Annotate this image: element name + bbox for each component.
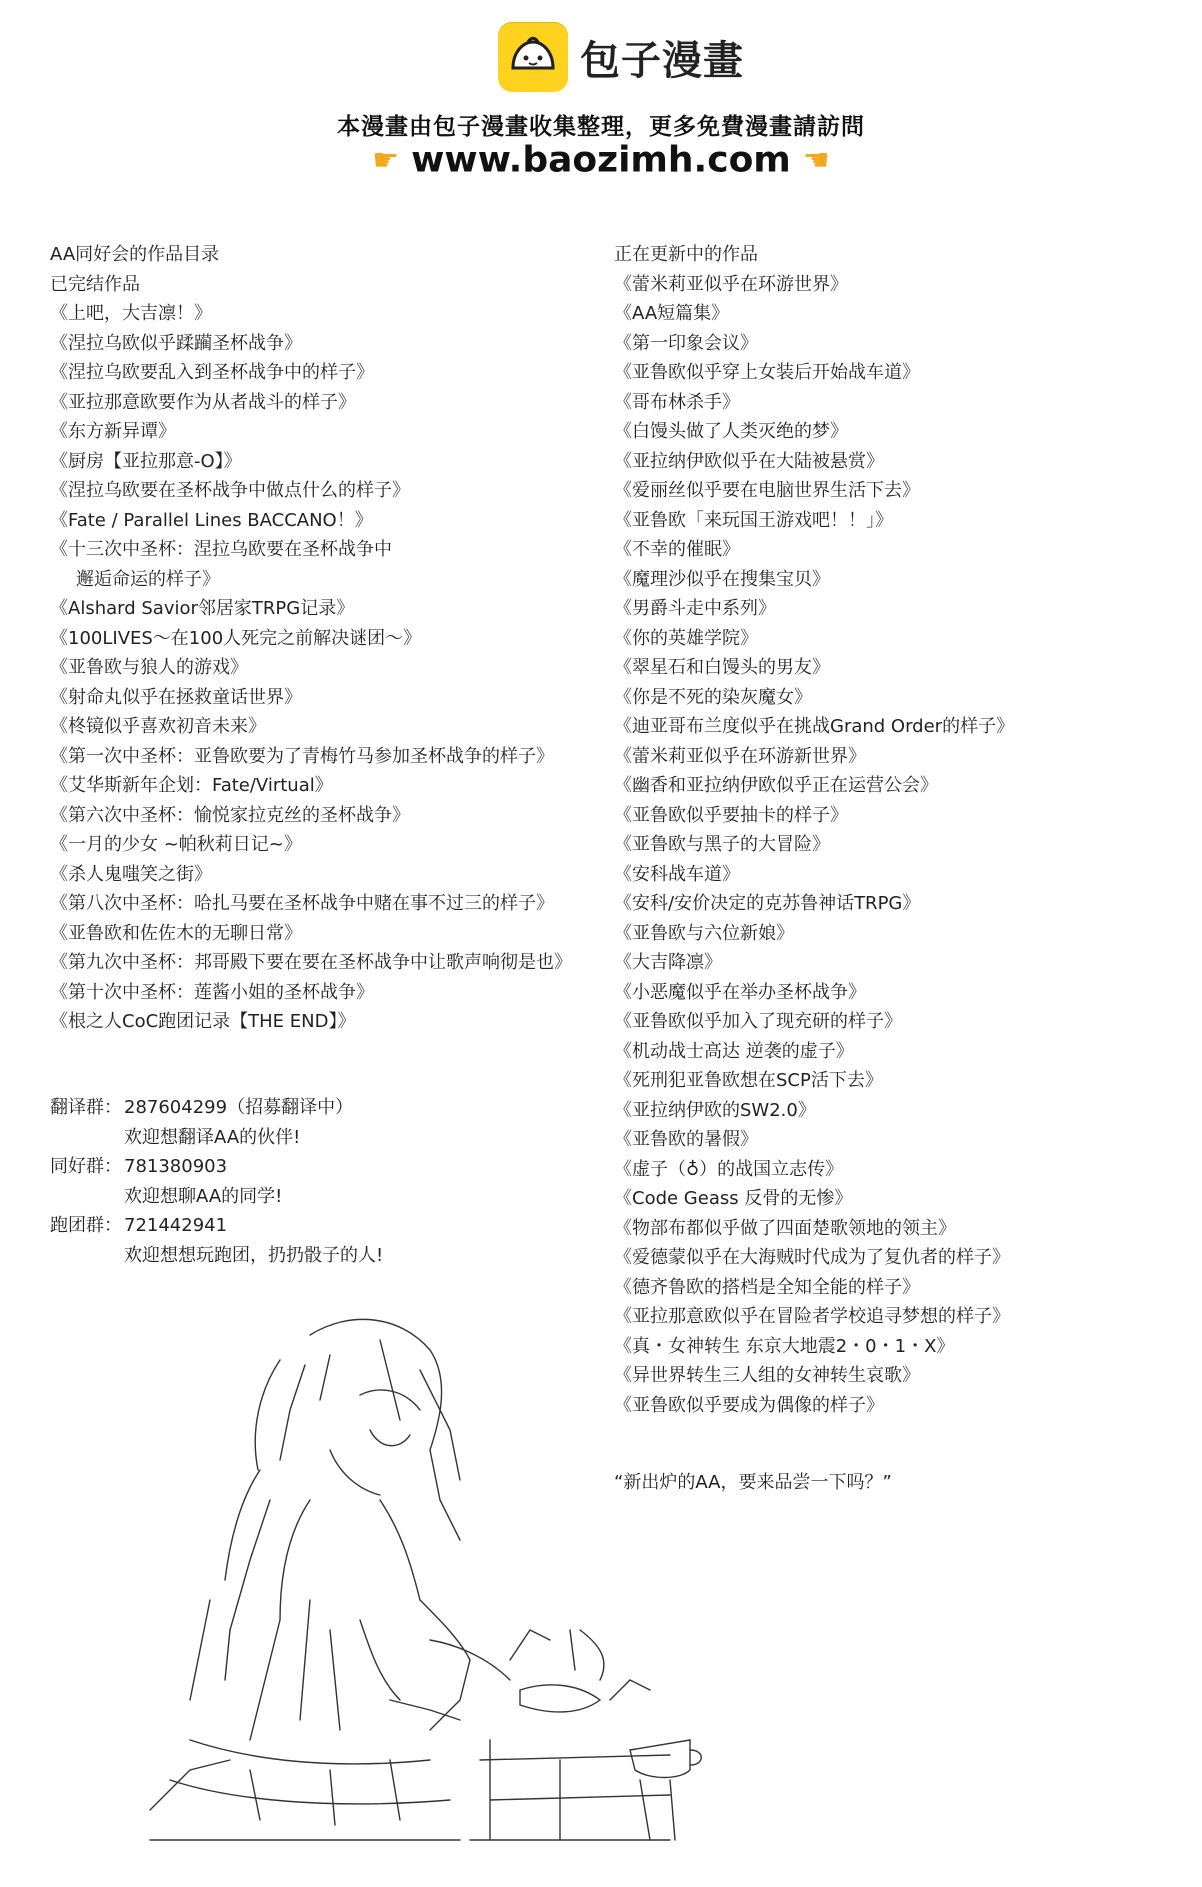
catalog-title: AA同好会的作品目录	[50, 244, 220, 265]
list-item: 《东方新异谭》	[50, 421, 176, 442]
list-item: 《魔理沙似乎在搜集宝贝》	[614, 568, 830, 590]
group-contacts	[50, 1093, 383, 1270]
list-item: 《第八次中圣杯：哈扎马要在圣杯战争中赌在事不过三的样子》	[50, 893, 554, 914]
list-item: 《亚鲁欧与六位新娘》	[614, 922, 794, 944]
group-number: 287604299（招募翻译中）	[124, 1097, 354, 1118]
list-item: 《上吧，大吉凛！》	[50, 303, 212, 324]
list-item: 《幽香和亚拉纳伊欧似乎正在运营公会》	[614, 775, 938, 796]
list-item: 《厨房【亚拉那意-O】》	[50, 450, 242, 472]
list-item: 《柊镜似乎喜欢初音未来》	[50, 716, 266, 737]
logo[interactable]	[498, 22, 744, 92]
site-tagline: 本漫畫由包子漫畫收集整理，更多免費漫畫請訪問	[337, 114, 865, 140]
group-number: 721442941	[124, 1215, 228, 1236]
site-url-link[interactable]: www.baozimh.com	[411, 139, 791, 181]
aa-character-illustration	[130, 1300, 790, 1860]
fan-group-row	[50, 1152, 383, 1182]
pointing-left-hand-icon: ☚	[802, 142, 830, 178]
list-item: 《物部布都似乎做了四面楚歌领地的领主》	[614, 1217, 956, 1239]
ongoing-title: 正在更新中的作品	[614, 244, 758, 265]
list-item: 《不幸的催眠》	[614, 539, 740, 560]
list-item: 《异世界转生三人组的女神转生哀歌》	[614, 1365, 920, 1386]
list-item: 《射命丸似乎在拯救童话世界》	[50, 686, 302, 708]
group-description: 欢迎想翻译AA的伙伴!	[124, 1126, 301, 1148]
list-item: 《涅拉乌欧要在圣杯战争中做点什么的样子》	[50, 480, 410, 501]
group-label: 同好群：	[50, 1156, 122, 1177]
ongoing-works-list	[614, 240, 1174, 1420]
list-item: 《Fate / Parallel Lines BACCANO！》	[50, 509, 373, 531]
site-header	[0, 0, 1202, 215]
list-item: 《蕾米莉亚似乎在环游新世界》	[614, 745, 866, 767]
group-label: 翻译群：	[50, 1097, 122, 1118]
list-item: 《死刑犯亚鲁欧想在SCP活下去》	[614, 1070, 883, 1091]
list-item: 《根之人CoC跑团记录【THE END】》	[50, 1011, 356, 1032]
list-item: 《蕾米莉亚似乎在环游世界》	[614, 273, 848, 295]
list-item: 《亚鲁欧似乎要成为偶像的样子》	[614, 1394, 884, 1416]
list-item: 《第九次中圣杯：邦哥殿下要在要在圣杯战争中让歌声响彻是也》	[50, 952, 572, 973]
list-item: 《男爵斗走中系列》	[614, 598, 776, 619]
list-item: 《Alshard Savior邻居家TRPG记录》	[50, 598, 355, 619]
list-item: 《德齐鲁欧的搭档是全知全能的样子》	[614, 1276, 920, 1298]
list-item: 《真・女神转生 东京大地震2・0・1・X》	[614, 1335, 955, 1357]
list-item: 《杀人鬼嗤笑之街》	[50, 863, 212, 885]
list-item: 《亚拉纳伊欧似乎在大陆被悬赏》	[614, 450, 884, 472]
list-item: 《涅拉乌欧要乱入到圣杯战争中的样子》	[50, 362, 374, 383]
list-item: 《虚子（♁）的战国立志传》	[614, 1158, 844, 1180]
list-item: 《安科战车道》	[614, 863, 740, 885]
list-item: 《亚鲁欧似乎加入了现充研的样子》	[614, 1011, 902, 1032]
list-item: 《亚鲁欧和佐佐木的无聊日常》	[50, 922, 302, 944]
list-item: 《艾华斯新年企划：Fate/Virtual》	[50, 775, 333, 796]
list-item-continued: 邂逅命运的样子》	[76, 568, 220, 590]
list-item: 《第一次中圣杯：亚鲁欧要为了青梅竹马参加圣杯战争的样子》	[50, 745, 554, 767]
list-item: 《亚鲁欧似乎要抽卡的样子》	[614, 804, 848, 826]
list-item: 《第六次中圣杯：愉悦家拉克丝的圣杯战争》	[50, 804, 410, 826]
list-item: 《你是不死的染灰魔女》	[614, 686, 812, 708]
list-item: 《亚拉那意欧似乎在冒险者学校追寻梦想的样子》	[614, 1306, 1010, 1327]
list-item: 《AA短篇集》	[614, 303, 730, 324]
list-item: 《第十次中圣杯：莲酱小姐的圣杯战争》	[50, 981, 374, 1003]
list-item: 《哥布林杀手》	[614, 391, 740, 413]
list-item: 《爱德蒙似乎在大海贼时代成为了复仇者的样子》	[614, 1247, 1010, 1268]
completed-works-list	[50, 240, 610, 1037]
list-item: 《一月的少女 ~帕秋莉日记~》	[50, 834, 302, 855]
completed-subtitle: 已完结作品	[50, 273, 140, 295]
logo-text: 包子漫畫	[580, 37, 744, 84]
baozi-icon	[498, 22, 568, 92]
list-item: 《迪亚哥布兰度似乎在挑战Grand Order的样子》	[614, 716, 1015, 737]
list-item: 《亚拉纳伊欧的SW2.0》	[614, 1099, 816, 1121]
list-item: 《机动战士高达 逆袭的虚子》	[614, 1040, 854, 1062]
list-item: 《十三次中圣杯：涅拉乌欧要在圣杯战争中	[50, 539, 392, 560]
list-item: 《亚鲁欧与狼人的游戏》	[50, 657, 248, 678]
group-description: 欢迎想想玩跑团，扔扔骰子的人!	[124, 1244, 384, 1266]
list-item: 《100LIVES～在100人死完之前解决谜团～》	[50, 627, 422, 649]
list-item: 《亚鲁欧似乎穿上女装后开始战车道》	[614, 362, 920, 383]
list-item: 《翠星石和白馒头的男友》	[614, 657, 830, 678]
group-label: 跑团群：	[50, 1215, 122, 1236]
list-item: 《亚鲁欧「来玩国王游戏吧！！」》	[614, 509, 893, 531]
aa-invitation-quote: “新出炉的AA，要来品尝一下吗？”	[614, 1472, 892, 1493]
list-item: 《Code Geass 反骨的无惨》	[614, 1188, 853, 1209]
translation-group-row	[50, 1093, 383, 1123]
list-item: 《安科/安价决定的克苏鲁神话TRPG》	[614, 893, 921, 914]
group-description: 欢迎想聊AA的同学!	[124, 1185, 283, 1207]
list-item: 《亚鲁欧的暑假》	[614, 1129, 758, 1150]
list-item: 《涅拉乌欧似乎蹂躏圣杯战争》	[50, 332, 302, 354]
list-item: 《小恶魔似乎在举办圣杯战争》	[614, 981, 866, 1003]
group-number: 781380903	[124, 1156, 228, 1177]
list-item: 《你的英雄学院》	[614, 627, 758, 649]
list-item: 《白馒头做了人类灭绝的梦》	[614, 421, 848, 442]
pointing-right-hand-icon: ☛	[372, 142, 400, 178]
list-item: 《大吉降凛》	[614, 952, 722, 973]
list-item: 《第一印象会议》	[614, 332, 758, 354]
list-item: 《爱丽丝似乎要在电脑世界生活下去》	[614, 480, 920, 501]
trpg-group-row	[50, 1211, 383, 1241]
list-item: 《亚鲁欧与黑子的大冒险》	[614, 834, 830, 855]
list-item: 《亚拉那意欧要作为从者战斗的样子》	[50, 391, 356, 413]
site-url-row	[0, 138, 1202, 181]
